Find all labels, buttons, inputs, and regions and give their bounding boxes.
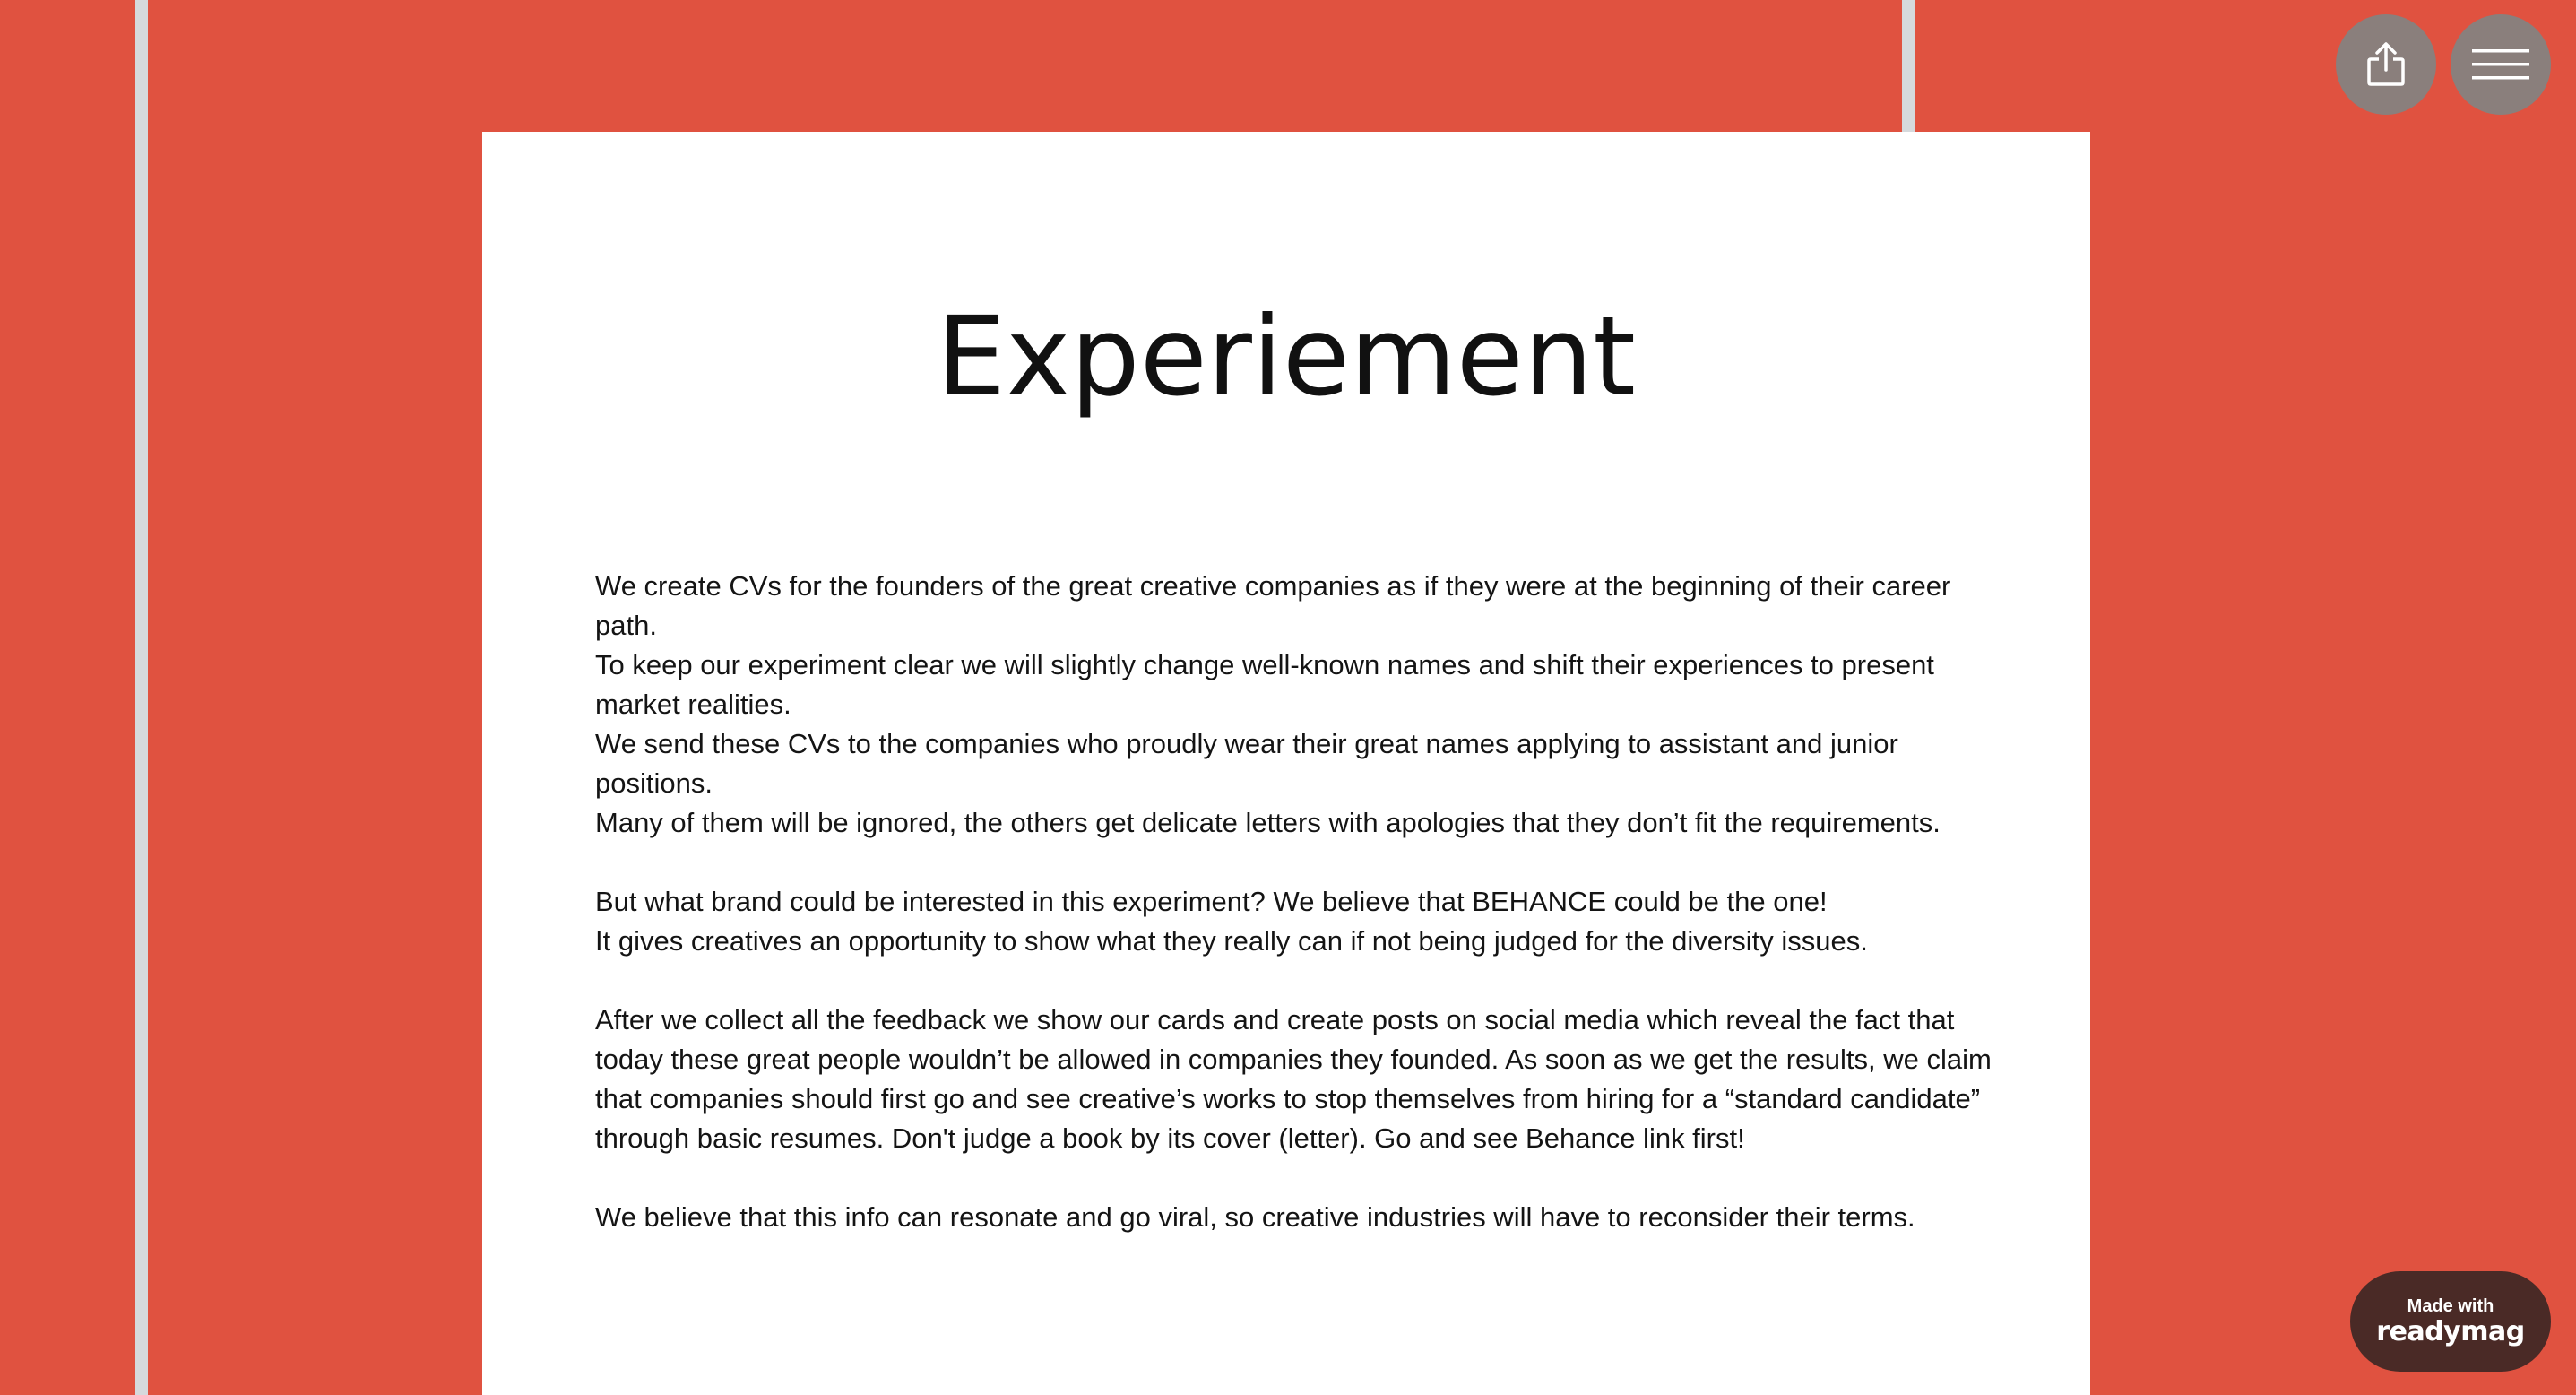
paragraph-2: To keep our experiment clear we will slightly change well-known names and shift their experiences to present market realities. — [595, 649, 1934, 720]
paragraph-spacer — [595, 961, 2002, 1001]
paragraph-spacer — [595, 843, 2002, 882]
share-icon — [2364, 41, 2408, 88]
page-title: Experiement — [937, 293, 1636, 420]
readymag-logo: readymag — [2376, 1316, 2525, 1347]
paragraph-8: We believe that this info can resonate and go viral, so creative industries will have to reconsider their terms. — [595, 1201, 1915, 1233]
share-button[interactable] — [2336, 14, 2436, 115]
right-decorative-stripe — [1902, 0, 1915, 134]
paragraph-spacer — [595, 1158, 2002, 1198]
made-with-readymag-badge[interactable] — [2350, 1271, 2551, 1372]
content-card — [482, 132, 2090, 1395]
paragraph-3: We send these CVs to the companies who proudly wear their great names applying to assistant and junior positions. — [595, 728, 1898, 799]
hamburger-menu-icon — [2472, 49, 2529, 80]
paragraph-7: After we collect all the feedback we show our cards and create posts on social media which reveal the fact that today these great people wouldn’t be allowed in companies they founded. As soon as we get the results, we claim that companies should first go and see creative’s works to stop themselves from hiring for a “standard candidate” through basic resumes. Don't judge a book by its cover (letter). Go and see Behance link first! — [595, 1004, 1992, 1154]
paragraph-1: We create CVs for the founders of the great creative companies as if they were at the beginning of their career path. — [595, 570, 1951, 641]
menu-button[interactable] — [2451, 14, 2551, 115]
left-decorative-stripe — [135, 0, 148, 1395]
article-body — [595, 567, 2002, 1237]
badge-caption: Made with — [2407, 1296, 2494, 1316]
paragraph-5: But what brand could be interested in this experiment? We believe that BEHANCE could be the one! — [595, 886, 1828, 917]
paragraph-4: Many of them will be ignored, the others get delicate letters with apologies that they don’t fit the requirements. — [595, 807, 1941, 838]
paragraph-6: It gives creatives an opportunity to show what they really can if not being judged for the diversity issues. — [595, 925, 1868, 957]
